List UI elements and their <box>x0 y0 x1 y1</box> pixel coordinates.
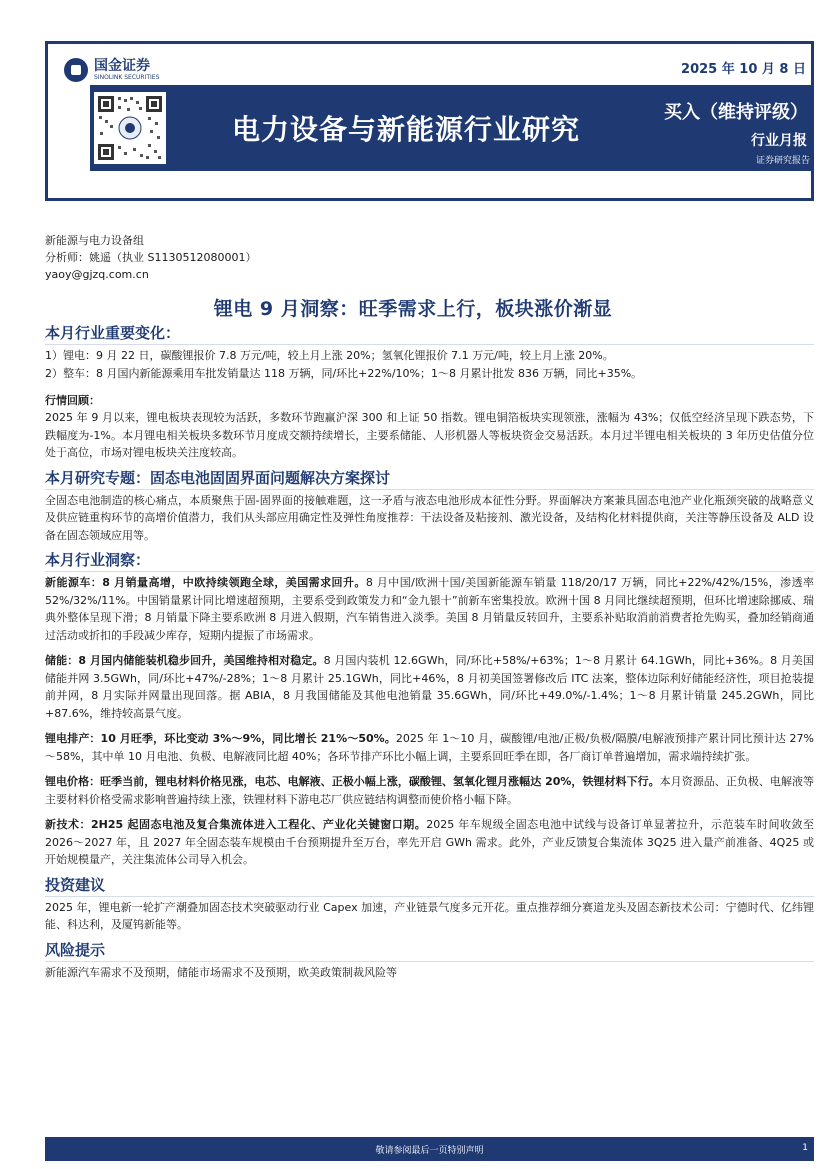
advice-text: 2025 年，锂电新一轮扩产潮叠加固态技术突破驱动行业 Capex 加速，产业链景气度多元开花。重点推荐细分赛道龙头及固态新技术公司：宁德时代、亿纬锂能、科达利，及厦钨新能等。 <box>45 900 814 931</box>
footer-disclaimer: 敬请参阅最后一页特别声明 <box>375 1146 484 1156</box>
section-heading-changes: 本月行业重要变化： <box>45 323 814 345</box>
main-title: 锂电 9 月洞察：旺季需求上行，板块涨价渐显 <box>213 298 613 320</box>
analyst-name: 分析师：姚遥（执业 S1130512080001） <box>45 251 257 264</box>
analyst-group: 新能源与电力设备组 <box>45 234 144 247</box>
page-footer <box>45 1137 814 1161</box>
insight-paragraph <box>45 574 814 644</box>
section-heading-advice: 投资建议 <box>45 875 814 897</box>
report-body <box>45 323 814 981</box>
review-text: 2025 年 9 月以来，锂电板块表现较为活跃，多数环节跑赢沪深 300 和上证 50 指数。锂电铜箔板块实现领涨，涨幅为 43%；仅低空经济呈现下跌态势，下跌幅度为-1%。本月锂电相关板块多数环节月度成交额持续增长，主要系储能、人形机器人等板块资金交易活跃。本月过半锂电相关板块的 3 年历史估值分位处于高位，市场对锂电板块关注度较高。 <box>45 411 814 459</box>
insight-text: 2025 年车规级全固态电池中试线与设备订单显著拉升，示范装车时间收敛至 2026～2027 年，且 2027 年全固态装车规模由千台预期提升至万台，率先开启 GWh 需求。此外，产业反馈复合集流体 3Q25 进入量产前准备、4Q25 或开始规模量产，关注集流体公司导入机会。 <box>45 818 814 866</box>
insight-paragraph <box>45 773 814 808</box>
section-heading-risk: 风险提示 <box>45 940 814 962</box>
rating: 买入（维持评级） <box>664 102 808 123</box>
insight-paragraph <box>45 730 814 765</box>
analyst-email[interactable]: yaoy@gjzq.com.cn <box>45 268 149 281</box>
insight-lead: 锂电排产：10 月旺季，环比变动 3%～9%，同比增长 21%～50%。 <box>45 732 396 745</box>
page-number: 1 <box>802 1143 808 1153</box>
logo-cn: 国金证券 <box>94 57 150 74</box>
analyst-info <box>45 232 256 283</box>
section-heading-review: 行情回顾： <box>45 394 100 407</box>
report-date: 2025 年 10 月 8 日 <box>681 62 806 77</box>
insight-lead: 锂电价格：旺季当前，锂电材料价格见涨，电芯、电解液、正极小幅上涨，碳酸锂、氢氧化锂月涨幅达 20%，铁锂材料下行。 <box>45 775 660 788</box>
header-title: 电力设备与新能源行业研究 <box>232 113 581 146</box>
logo-en: SINOLINK SECURITIES <box>94 73 160 81</box>
insight-text: 8 月中国/欧洲十国/美国新能源车销量 118/20/17 万辆，同比+22%/42%/15%，渗透率 52%/32%/11%。中国销量累计同比增速超预期，主要系受到政策发力和“金九银十”前新车密集投放。欧洲十国 8 月同比继续超预期，但环比增速除挪威、瑞典外整体呈现下滑；8 月销量下降主要系欧洲 8 月进入假期，汽车销售进入淡季。美国 8 月销量反转回升，主要系补贴取消前消费者抢先购买，叠加经销商通过活动或折扣的手段减少库存，短期内提振了市场需求。 <box>45 576 815 642</box>
insight-text: 本月资源品、正负极、电解液等主要材料价格受需求影响普遍持续上涨，铁锂材料下游电芯厂供应链结构调整而使价格小幅下降。 <box>45 775 815 806</box>
insight-lead: 新能源车：8 月销量高增，中欧持续领跑全球，美国需求回升。 <box>45 576 366 589</box>
section-heading-research: 本月研究专题：固态电池固固界面问题解决方案探讨 <box>45 468 814 490</box>
report-type: 行业月报 <box>751 133 807 149</box>
insight-text: 2025 年 1～10 月，碳酸锂/电池/正极/负极/隔膜/电解液预排产累计同比预计达 27%～58%，其中单 10 月电池、负极、电解液同比超 40%；各环节排产环比小幅上调，主要系回旺季在即，各厂商订单普遍增加，需求端持续扩张。 <box>45 732 814 763</box>
section-heading-insights: 本月行业洞察： <box>45 550 814 572</box>
insight-lead: 新技术：2H25 起固态电池及复合集流体进入工程化、产业化关键窗口期。 <box>45 818 427 831</box>
report-subtitle: 证券研究报告 <box>756 156 811 166</box>
qr-code-icon <box>94 92 166 164</box>
insight-paragraph <box>45 816 814 869</box>
insight-lead: 储能：8 月国内储能装机稳步回升，美国维持相对稳定。 <box>45 654 324 667</box>
company-logo <box>64 58 159 82</box>
insight-paragraph <box>45 652 814 722</box>
change-item: 2）整车：8 月国内新能源乘用车批发销量达 118 万辆，同/环比+22%/10%；1～8 月累计批发 836 万辆，同比+35%。 <box>45 366 643 380</box>
research-text: 全固态电池制造的核心痛点，本质聚焦于固-固界面的接触难题，这一矛盾与液态电池形成本征性分野。界面解决方案兼具固态电池产业化瓶颈突破的战略意义及供应链重构环节的高增价值潜力，我们从头部应用确定性及弹性角度推荐：干法设备及粘接剂、激光设备，及结构化材料提供商，关注等静压设备及 ALD 设备在固态领域应用等。 <box>45 493 814 542</box>
risk-text: 新能源汽车需求不及预期，储能市场需求不及预期，欧美政策制裁风险等 <box>45 965 397 979</box>
insight-text: 8 月国内装机 12.6GWh，同/环比+58%/+63%；1～8 月累计 64.1GWh，同比+36%。8 月美国储能并网 3.5GWh，同/环比+47%/-28%；1～8 月累计 25.1GWh，同比+46%，8 月初美国签署修改后 ITC 法案，整体边际利好储能经济性，项目抢装提前并网，8 月实际并网量出现回落。据 ABIA，8 月我国储能及其他电池销量 35.6GWh，同/环比+49.0%/-1.4%；1～8 月累计销量 245.2GWh，同比+87.6%，维持较高景气度。 <box>45 654 814 720</box>
change-item: 1）锂电：9 月 22 日，碳酸锂报价 7.8 万元/吨，较上月上涨 20%；氢氧化锂报价 7.1 万元/吨，较上月上涨 20%。 <box>45 349 614 362</box>
logo-mark-icon <box>64 58 88 82</box>
